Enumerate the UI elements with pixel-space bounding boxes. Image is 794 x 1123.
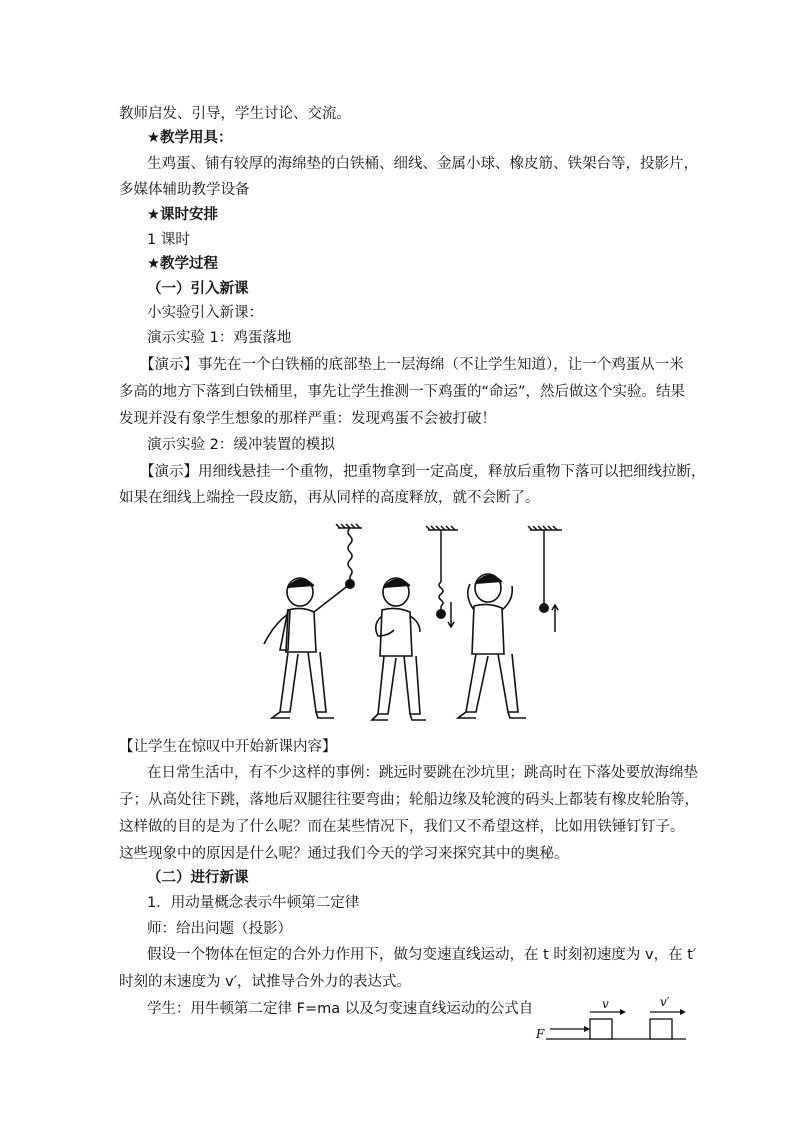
life-text-4: 这些现象中的原因是什么呢？通过我们今天的学习来探究其中的奥秘。 <box>119 846 569 862</box>
method-text: 教师启发、引导，学生讨论、交流。 <box>119 106 351 122</box>
tools-text: 生鸡蛋、铺有较厚的海绵垫的白铁桶、细线、金属小球、橡皮筋、铁架台等，投影片， <box>147 156 698 172</box>
velocity-label: v <box>602 997 609 1011</box>
force-label: F <box>536 1027 545 1041</box>
force-block-diagram <box>532 992 692 1042</box>
intro-heading: （一）引入新课 <box>147 281 249 297</box>
section1-title: 1．用动量概念表示牛顿第二定律 <box>147 895 360 911</box>
time-heading: ★课时安排 <box>147 207 218 223</box>
time-text: 1 课时 <box>147 232 190 248</box>
question-text-2: 时刻的末速度为 v′，试推导合外力的表达式。 <box>119 974 411 990</box>
life-text-2: 子；从高处往下跳，落地后双腿往往要弯曲；轮船边缘及轮渡的码头上都装有橡皮轮胎等， <box>119 792 699 808</box>
final-velocity-label: v′ <box>660 995 670 1009</box>
tools-text-2: 多媒体辅助教学设备 <box>119 182 250 198</box>
demo2-text-2: 如果在细线上端拴一段皮筋，再从同样的高度释放，就不会断了。 <box>119 490 540 506</box>
teacher-text: 师：给出问题（投影） <box>147 921 292 937</box>
life-text-3: 这样做的目的是为了什么呢？而在某些情况下，我们又不希望这样，比如用铁锤钉钉子。 <box>119 819 685 835</box>
life-text: 在日常生活中，有不少这样的事例：跳远时要跳在沙坑里；跳高时在下落处要放海绵垫 <box>147 765 698 781</box>
demo1-title: 演示实验 1：鸡蛋落地 <box>147 330 292 346</box>
demo1-text: 【演示】事先在一个白铁桶的底部垫上一层海绵（不让学生知道），让一个鸡蛋从一米 <box>140 357 684 373</box>
demo2-title: 演示实验 2：缓冲装置的模拟 <box>147 437 335 453</box>
demonstration-illustration <box>258 522 568 742</box>
process-heading: ★教学过程 <box>147 256 218 272</box>
intro-text: 小实验引入新课： <box>147 305 263 321</box>
new-lesson-heading: （二）进行新课 <box>147 870 249 886</box>
demo2-text: 【演示】用细线悬挂一个重物，把重物拿到一定高度，释放后重物下落可以把细线拉断， <box>140 464 706 480</box>
question-text: 假设一个物体在恒定的合外力作用下，做匀变速直线运动，在 t 时刻初速度为 v，在 t′ <box>147 947 697 963</box>
demo1-text-2: 多高的地方下落到白铁桶里，事先让学生推测一下鸡蛋的“命运”，然后做这个实验。结果 <box>119 384 686 400</box>
student-text: 学生：用牛顿第二定律 F=ma 以及匀变速直线运动的公式自 <box>147 1001 534 1017</box>
tools-heading: ★教学用具： <box>147 130 233 146</box>
surprise-text: 【让学生在惊叹中开始新课内容】 <box>119 739 337 755</box>
demo1-text-3: 发现并没有象学生想象的那样严重：发现鸡蛋不会被打破！ <box>119 411 496 427</box>
